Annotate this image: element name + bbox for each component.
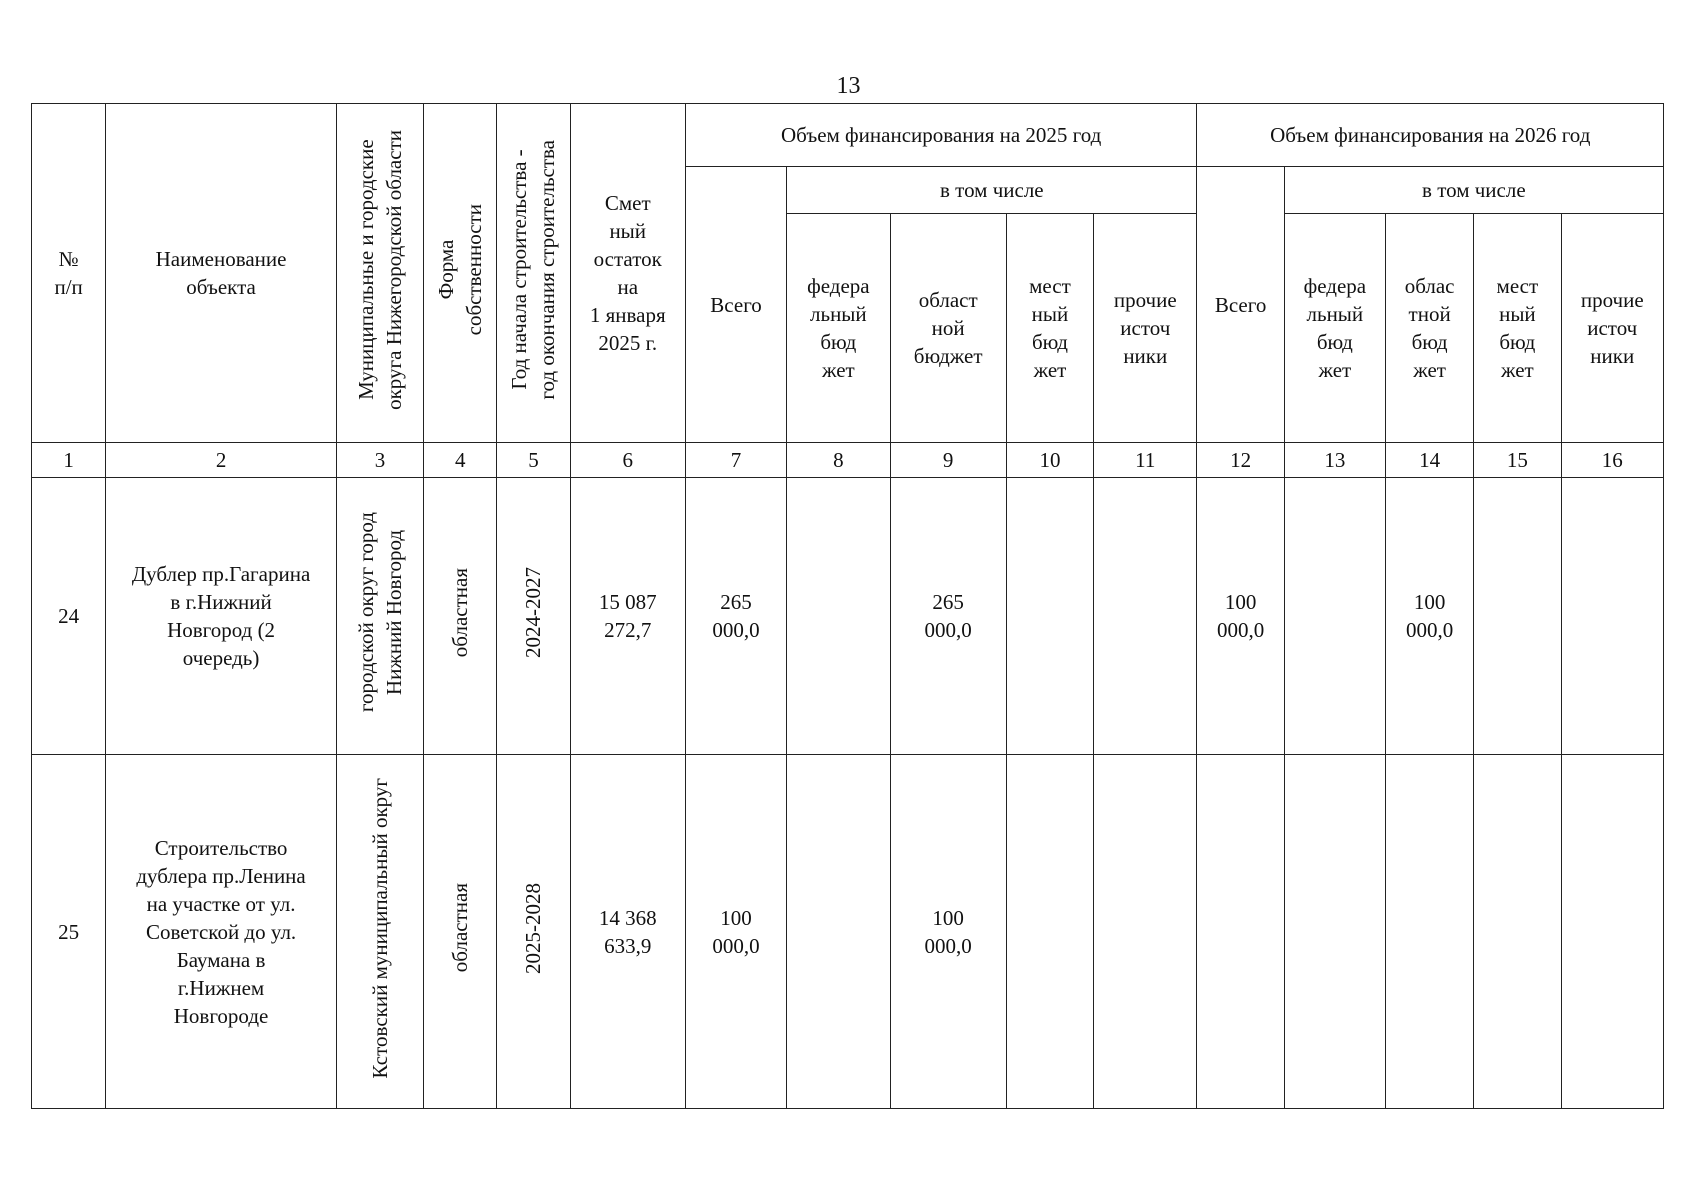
federal-2026-cell: [1284, 478, 1385, 755]
header-num: № п/п: [32, 104, 106, 443]
column-number: 10: [1006, 443, 1093, 478]
total-2025-cell: 100 000,0: [685, 755, 786, 1109]
local-2026-cell: [1474, 478, 1561, 755]
header-ownership: Форма собственности: [424, 104, 497, 443]
ownership-cell: областная: [424, 755, 497, 1109]
federal-2025-cell: [787, 478, 890, 755]
table-row: [32, 478, 1664, 755]
regional-2025-cell: 100 000,0: [890, 755, 1006, 1109]
row-num: 24: [32, 478, 106, 755]
header-federal-2026: федера льный бюд жет: [1284, 214, 1385, 443]
total-2026-cell: [1197, 755, 1284, 1109]
column-number: 14: [1386, 443, 1474, 478]
regional-2026-cell: [1386, 755, 1474, 1109]
balance-cell: 15 087 272,7: [570, 478, 685, 755]
header-local-2025: мест ный бюд жет: [1006, 214, 1093, 443]
other-2026-cell: [1561, 478, 1664, 755]
header-municipality: Муниципальные и городские округа Нижегородской области: [336, 104, 423, 443]
header-regional-2026: облас тной бюд жет: [1386, 214, 1474, 443]
column-number-row: [32, 443, 1664, 478]
header-regional-2025: област ной бюджет: [890, 214, 1006, 443]
header-total-2026: Всего: [1197, 167, 1284, 443]
local-2026-cell: [1474, 755, 1561, 1109]
years-cell: 2025-2028: [497, 755, 570, 1109]
municipality-cell: Кстовский муниципальный округ: [336, 755, 423, 1109]
column-number: 2: [106, 443, 337, 478]
table-row: [32, 755, 1664, 1109]
header-including-2026: в том числе: [1284, 167, 1663, 214]
header-local-2026: мест ный бюд жет: [1474, 214, 1561, 443]
column-number: 4: [424, 443, 497, 478]
ownership-cell: областная: [424, 478, 497, 755]
total-2026-cell: 100 000,0: [1197, 478, 1284, 755]
header-name: Наименование объекта: [106, 104, 337, 443]
local-2025-cell: [1006, 755, 1093, 1109]
total-2025-cell: 265 000,0: [685, 478, 786, 755]
header-other-2026: прочие источ ники: [1561, 214, 1664, 443]
federal-2026-cell: [1284, 755, 1385, 1109]
column-number: 11: [1094, 443, 1197, 478]
column-number: 16: [1561, 443, 1664, 478]
header-total-2025: Всего: [685, 167, 786, 443]
header-years: Год начала строительства - год окончания строительства: [497, 104, 570, 443]
column-number: 5: [497, 443, 570, 478]
header-federal-2025: федера льный бюд жет: [787, 214, 890, 443]
header-funding-2026: Объем финансирования на 2026 год: [1197, 104, 1664, 167]
header-including-2025: в том числе: [787, 167, 1197, 214]
header-other-2025: прочие источ ники: [1094, 214, 1197, 443]
years-cell: 2024-2027: [497, 478, 570, 755]
column-number: 8: [787, 443, 890, 478]
column-number: 1: [32, 443, 106, 478]
other-2025-cell: [1094, 478, 1197, 755]
other-2026-cell: [1561, 755, 1664, 1109]
column-number: 7: [685, 443, 786, 478]
header-funding-2025: Объем финансирования на 2025 год: [685, 104, 1197, 167]
federal-2025-cell: [787, 755, 890, 1109]
row-num: 25: [32, 755, 106, 1109]
other-2025-cell: [1094, 755, 1197, 1109]
object-name: Дублер пр.Гагарина в г.Нижний Новгород (2 очередь): [106, 478, 337, 755]
column-number: 3: [336, 443, 423, 478]
regional-2026-cell: 100 000,0: [1386, 478, 1474, 755]
page-number: 13: [836, 73, 861, 99]
column-number: 9: [890, 443, 1006, 478]
column-number: 6: [570, 443, 685, 478]
municipality-cell: городской округ город Нижний Новгород: [336, 478, 423, 755]
object-name: Строительство дублера пр.Ленина на участке от ул. Советской до ул. Баумана в г.Нижнем Новгороде: [106, 755, 337, 1109]
column-number: 12: [1197, 443, 1284, 478]
local-2025-cell: [1006, 478, 1093, 755]
column-number: 13: [1284, 443, 1385, 478]
balance-cell: 14 368 633,9: [570, 755, 685, 1109]
regional-2025-cell: 265 000,0: [890, 478, 1006, 755]
header-balance: Смет ный остаток на 1 января 2025 г.: [570, 104, 685, 443]
column-number: 15: [1474, 443, 1561, 478]
funding-table: [31, 103, 1664, 1109]
